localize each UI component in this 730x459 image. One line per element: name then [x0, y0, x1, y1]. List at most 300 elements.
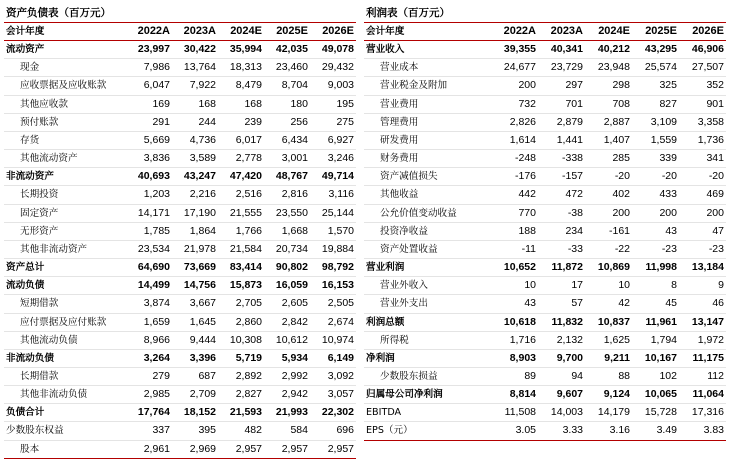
value-cell: 40,212 [585, 41, 632, 59]
year-header: 2023A [172, 23, 218, 41]
value-cell: 8,479 [218, 77, 264, 95]
row-label: 财务费用 [364, 150, 491, 168]
value-cell: 3.05 [491, 422, 538, 440]
value-cell: 8 [632, 277, 679, 295]
table-row [4, 77, 356, 95]
value-cell: 18,313 [218, 59, 264, 77]
value-cell: 3.33 [538, 422, 585, 440]
table-row [364, 367, 726, 385]
row-label: 非流动负债 [4, 349, 126, 367]
value-cell: 2,985 [126, 386, 172, 404]
value-cell: 2,961 [126, 440, 172, 458]
row-label: 营业利润 [364, 259, 491, 277]
value-cell: 732 [491, 95, 538, 113]
value-cell: 1,625 [585, 331, 632, 349]
value-cell: 1,972 [679, 331, 726, 349]
table-row [4, 41, 356, 59]
value-cell: 21,593 [218, 404, 264, 422]
year-header: 2026E [310, 23, 356, 41]
table-row [4, 204, 356, 222]
value-cell: 3.16 [585, 422, 632, 440]
value-cell: 9,607 [538, 386, 585, 404]
value-cell: 701 [538, 95, 585, 113]
value-cell: -157 [538, 168, 585, 186]
value-cell: 5,669 [126, 131, 172, 149]
row-label: 应付票据及应付账款 [4, 313, 126, 331]
value-cell: 696 [310, 422, 356, 440]
value-cell: 10,869 [585, 259, 632, 277]
value-cell: 901 [679, 95, 726, 113]
value-cell: 98,792 [310, 259, 356, 277]
value-cell: 10,837 [585, 313, 632, 331]
value-cell: 2,860 [218, 313, 264, 331]
value-cell: 352 [679, 77, 726, 95]
value-cell: 2,957 [310, 440, 356, 458]
value-cell: 2,516 [218, 186, 264, 204]
value-cell: -176 [491, 168, 538, 186]
table-row [4, 367, 356, 385]
table-row [364, 186, 726, 204]
value-cell: 1,441 [538, 131, 585, 149]
value-cell: 2,992 [264, 367, 310, 385]
row-label: 营业外收入 [364, 277, 491, 295]
table-row [364, 386, 726, 404]
value-cell: 1,766 [218, 222, 264, 240]
row-label: 固定资产 [4, 204, 126, 222]
value-cell: 10,652 [491, 259, 538, 277]
value-cell: 23,550 [264, 204, 310, 222]
value-cell: 25,574 [632, 59, 679, 77]
value-cell: 11,508 [491, 404, 538, 422]
value-cell: -20 [632, 168, 679, 186]
table-row [4, 131, 356, 149]
value-cell: 402 [585, 186, 632, 204]
value-cell: 469 [679, 186, 726, 204]
value-cell: 395 [172, 422, 218, 440]
value-cell: 13,147 [679, 313, 726, 331]
row-label: 长期借款 [4, 367, 126, 385]
value-cell: 13,764 [172, 59, 218, 77]
row-label: 净利润 [364, 349, 491, 367]
value-cell: 279 [126, 367, 172, 385]
value-cell: 9,211 [585, 349, 632, 367]
value-cell: 23,534 [126, 240, 172, 258]
value-cell: 169 [126, 95, 172, 113]
value-cell: 770 [491, 204, 538, 222]
value-cell: -20 [585, 168, 632, 186]
table-row [364, 295, 726, 313]
value-cell: 40,693 [126, 168, 172, 186]
value-cell: 29,432 [310, 59, 356, 77]
value-cell: 23,460 [264, 59, 310, 77]
value-cell: 15,728 [632, 404, 679, 422]
table-row [4, 259, 356, 277]
row-label: 资产减值损失 [364, 168, 491, 186]
value-cell: 3,667 [172, 295, 218, 313]
value-cell: 188 [491, 222, 538, 240]
value-cell: 3.83 [679, 422, 726, 440]
table-row [364, 240, 726, 258]
row-label: 资产处置收益 [364, 240, 491, 258]
value-cell: 30,422 [172, 41, 218, 59]
value-cell: 2,957 [218, 440, 264, 458]
value-cell: 1,559 [632, 131, 679, 149]
value-cell: 42 [585, 295, 632, 313]
value-cell: 48,767 [264, 168, 310, 186]
value-cell: 14,179 [585, 404, 632, 422]
table-row [364, 204, 726, 222]
value-cell: 275 [310, 113, 356, 131]
table-row [4, 422, 356, 440]
value-cell: 73,669 [172, 259, 218, 277]
value-cell: 2,842 [264, 313, 310, 331]
value-cell: 35,994 [218, 41, 264, 59]
table-row [364, 422, 726, 440]
row-label: 少数股东损益 [364, 367, 491, 385]
value-cell: 90,802 [264, 259, 310, 277]
year-header: 2023A [538, 23, 585, 41]
year-header: 2024E [585, 23, 632, 41]
table-row [364, 113, 726, 131]
value-cell: 39,355 [491, 41, 538, 59]
table-row [364, 131, 726, 149]
value-cell: 8,903 [491, 349, 538, 367]
value-cell: 2,816 [264, 186, 310, 204]
value-cell: 40,341 [538, 41, 585, 59]
value-cell: 3,396 [172, 349, 218, 367]
table-row [364, 59, 726, 77]
table-row [4, 168, 356, 186]
value-cell: 6,927 [310, 131, 356, 149]
value-cell: 2,705 [218, 295, 264, 313]
value-cell: 46,906 [679, 41, 726, 59]
value-cell: -22 [585, 240, 632, 258]
value-cell: 10,065 [632, 386, 679, 404]
value-cell: 64,690 [126, 259, 172, 277]
value-cell: -11 [491, 240, 538, 258]
value-cell: 297 [538, 77, 585, 95]
value-cell: 239 [218, 113, 264, 131]
value-cell: 285 [585, 150, 632, 168]
row-label: 管理费用 [364, 113, 491, 131]
table-row [364, 150, 726, 168]
value-cell: 200 [585, 204, 632, 222]
value-cell: 43 [632, 222, 679, 240]
value-cell: 16,153 [310, 277, 356, 295]
year-header: 2025E [264, 23, 310, 41]
row-label: 流动负债 [4, 277, 126, 295]
table-row [364, 77, 726, 95]
value-cell: 2,709 [172, 386, 218, 404]
value-cell: 10,618 [491, 313, 538, 331]
value-cell: 1,785 [126, 222, 172, 240]
row-label: 资产总计 [4, 259, 126, 277]
value-cell: 708 [585, 95, 632, 113]
value-cell: 200 [491, 77, 538, 95]
value-cell: 2,216 [172, 186, 218, 204]
value-cell: 27,507 [679, 59, 726, 77]
value-cell: 168 [172, 95, 218, 113]
value-cell: 6,149 [310, 349, 356, 367]
value-cell: 1,614 [491, 131, 538, 149]
value-cell: 195 [310, 95, 356, 113]
value-cell: 442 [491, 186, 538, 204]
value-cell: 1,794 [632, 331, 679, 349]
value-cell: -20 [679, 168, 726, 186]
value-cell: 3,836 [126, 150, 172, 168]
value-cell: 8,704 [264, 77, 310, 95]
table-header-row [4, 23, 356, 41]
value-cell: 14,499 [126, 277, 172, 295]
table-row [4, 313, 356, 331]
value-cell: 21,978 [172, 240, 218, 258]
value-cell: 2,957 [264, 440, 310, 458]
value-cell: 8,814 [491, 386, 538, 404]
value-cell: 10,308 [218, 331, 264, 349]
row-label: 营业收入 [364, 41, 491, 59]
value-cell: 23,997 [126, 41, 172, 59]
value-cell: 3,001 [264, 150, 310, 168]
value-cell: 21,993 [264, 404, 310, 422]
row-label: 其他非流动负债 [4, 386, 126, 404]
value-cell: 1,407 [585, 131, 632, 149]
value-cell: 24,677 [491, 59, 538, 77]
value-cell: 482 [218, 422, 264, 440]
value-cell: 10,612 [264, 331, 310, 349]
table-row [364, 277, 726, 295]
row-label: 营业税金及附加 [364, 77, 491, 95]
value-cell: 1,645 [172, 313, 218, 331]
table-row [4, 186, 356, 204]
table-row [4, 331, 356, 349]
value-cell: 6,434 [264, 131, 310, 149]
value-cell: 827 [632, 95, 679, 113]
row-label: 所得税 [364, 331, 491, 349]
value-cell: 298 [585, 77, 632, 95]
value-cell: 20,734 [264, 240, 310, 258]
value-cell: 168 [218, 95, 264, 113]
income-statement-table [364, 23, 726, 441]
value-cell: 3,264 [126, 349, 172, 367]
value-cell: 234 [538, 222, 585, 240]
table-row [4, 295, 356, 313]
value-cell: 3,589 [172, 150, 218, 168]
value-cell: 17,764 [126, 404, 172, 422]
value-cell: 200 [632, 204, 679, 222]
table-row [4, 349, 356, 367]
value-cell: 43,295 [632, 41, 679, 59]
value-cell: 3.49 [632, 422, 679, 440]
value-cell: -23 [679, 240, 726, 258]
value-cell: 291 [126, 113, 172, 131]
value-cell: 6,017 [218, 131, 264, 149]
table-row [4, 277, 356, 295]
value-cell: 10,974 [310, 331, 356, 349]
value-cell: 256 [264, 113, 310, 131]
value-cell: 2,605 [264, 295, 310, 313]
value-cell: 49,714 [310, 168, 356, 186]
value-cell: 102 [632, 367, 679, 385]
row-label: 短期借款 [4, 295, 126, 313]
table-row [4, 150, 356, 168]
value-cell: 25,144 [310, 204, 356, 222]
row-label: 其他非流动资产 [4, 240, 126, 258]
row-label: 其他应收款 [4, 95, 126, 113]
value-cell: 18,152 [172, 404, 218, 422]
value-cell: 3,057 [310, 386, 356, 404]
value-cell: -33 [538, 240, 585, 258]
value-cell: 112 [679, 367, 726, 385]
value-cell: 339 [632, 150, 679, 168]
value-cell: 47,420 [218, 168, 264, 186]
value-cell: 88 [585, 367, 632, 385]
balance-sheet-title: 资产负债表（百万元） [4, 4, 356, 23]
value-cell: 9 [679, 277, 726, 295]
row-label: 现金 [4, 59, 126, 77]
value-cell: 15,873 [218, 277, 264, 295]
table-row [364, 41, 726, 59]
value-cell: 14,756 [172, 277, 218, 295]
value-cell: 341 [679, 150, 726, 168]
row-label: 投资净收益 [364, 222, 491, 240]
row-label: 利润总额 [364, 313, 491, 331]
value-cell: 472 [538, 186, 585, 204]
row-label: 流动资产 [4, 41, 126, 59]
value-cell: 3,092 [310, 367, 356, 385]
table-header-row [364, 23, 726, 41]
value-cell: 2,826 [491, 113, 538, 131]
value-cell: 7,986 [126, 59, 172, 77]
value-cell: 2,892 [218, 367, 264, 385]
value-cell: 47 [679, 222, 726, 240]
row-label: 营业成本 [364, 59, 491, 77]
value-cell: 2,778 [218, 150, 264, 168]
value-cell: 11,872 [538, 259, 585, 277]
value-cell: -38 [538, 204, 585, 222]
row-label: 其他收益 [364, 186, 491, 204]
row-label: 其他流动负债 [4, 331, 126, 349]
value-cell: 16,059 [264, 277, 310, 295]
row-label: 研发费用 [364, 131, 491, 149]
value-cell: 7,922 [172, 77, 218, 95]
value-cell: -338 [538, 150, 585, 168]
value-cell: 1,864 [172, 222, 218, 240]
value-cell: 9,124 [585, 386, 632, 404]
value-cell: 2,969 [172, 440, 218, 458]
value-cell: 584 [264, 422, 310, 440]
value-cell: 180 [264, 95, 310, 113]
table-row [4, 386, 356, 404]
value-cell: 17,316 [679, 404, 726, 422]
value-cell: 11,998 [632, 259, 679, 277]
value-cell: 11,832 [538, 313, 585, 331]
year-header: 2022A [491, 23, 538, 41]
value-cell: 200 [679, 204, 726, 222]
year-header: 2026E [679, 23, 726, 41]
value-cell: 1,716 [491, 331, 538, 349]
value-cell: 687 [172, 367, 218, 385]
value-cell: 5,719 [218, 349, 264, 367]
value-cell: 10 [585, 277, 632, 295]
table-row [364, 222, 726, 240]
value-cell: 13,184 [679, 259, 726, 277]
value-cell: 11,961 [632, 313, 679, 331]
value-cell: 9,003 [310, 77, 356, 95]
value-cell: 2,879 [538, 113, 585, 131]
table-row [364, 331, 726, 349]
value-cell: -248 [491, 150, 538, 168]
row-label: 预付账款 [4, 113, 126, 131]
row-label: EPS（元） [364, 422, 491, 440]
year-header: 2024E [218, 23, 264, 41]
row-label: 无形资产 [4, 222, 126, 240]
value-cell: 17 [538, 277, 585, 295]
value-cell: 94 [538, 367, 585, 385]
value-cell: 1,668 [264, 222, 310, 240]
value-cell: 19,884 [310, 240, 356, 258]
table-row [364, 313, 726, 331]
value-cell: 10 [491, 277, 538, 295]
value-cell: 5,934 [264, 349, 310, 367]
year-header: 2025E [632, 23, 679, 41]
value-cell: 17,190 [172, 204, 218, 222]
value-cell: 43,247 [172, 168, 218, 186]
value-cell: 2,887 [585, 113, 632, 131]
table-row [4, 113, 356, 131]
row-label: 营业费用 [364, 95, 491, 113]
value-cell: 2,942 [264, 386, 310, 404]
table-row [364, 168, 726, 186]
value-cell: 337 [126, 422, 172, 440]
row-label: 营业外支出 [364, 295, 491, 313]
value-cell: 3,358 [679, 113, 726, 131]
value-cell: 6,047 [126, 77, 172, 95]
header-label: 会计年度 [364, 23, 491, 41]
value-cell: 1,570 [310, 222, 356, 240]
value-cell: -23 [632, 240, 679, 258]
table-row [4, 95, 356, 113]
value-cell: 11,064 [679, 386, 726, 404]
value-cell: 3,874 [126, 295, 172, 313]
value-cell: 21,584 [218, 240, 264, 258]
value-cell: 1,203 [126, 186, 172, 204]
value-cell: 9,700 [538, 349, 585, 367]
value-cell: 89 [491, 367, 538, 385]
row-label: 公允价值变动收益 [364, 204, 491, 222]
value-cell: 3,116 [310, 186, 356, 204]
value-cell: 1,736 [679, 131, 726, 149]
value-cell: 1,659 [126, 313, 172, 331]
table-row [4, 222, 356, 240]
value-cell: 8,966 [126, 331, 172, 349]
value-cell: 2,674 [310, 313, 356, 331]
row-label: 负债合计 [4, 404, 126, 422]
value-cell: 21,555 [218, 204, 264, 222]
row-label: EBITDA [364, 404, 491, 422]
value-cell: 83,414 [218, 259, 264, 277]
row-label: 归属母公司净利润 [364, 386, 491, 404]
value-cell: 433 [632, 186, 679, 204]
value-cell: 45 [632, 295, 679, 313]
row-label: 非流动资产 [4, 168, 126, 186]
value-cell: 42,035 [264, 41, 310, 59]
value-cell: 22,302 [310, 404, 356, 422]
income-statement-title: 利润表（百万元） [364, 4, 726, 23]
table-row [4, 240, 356, 258]
table-row [4, 440, 356, 458]
value-cell: 46 [679, 295, 726, 313]
row-label: 存货 [4, 131, 126, 149]
